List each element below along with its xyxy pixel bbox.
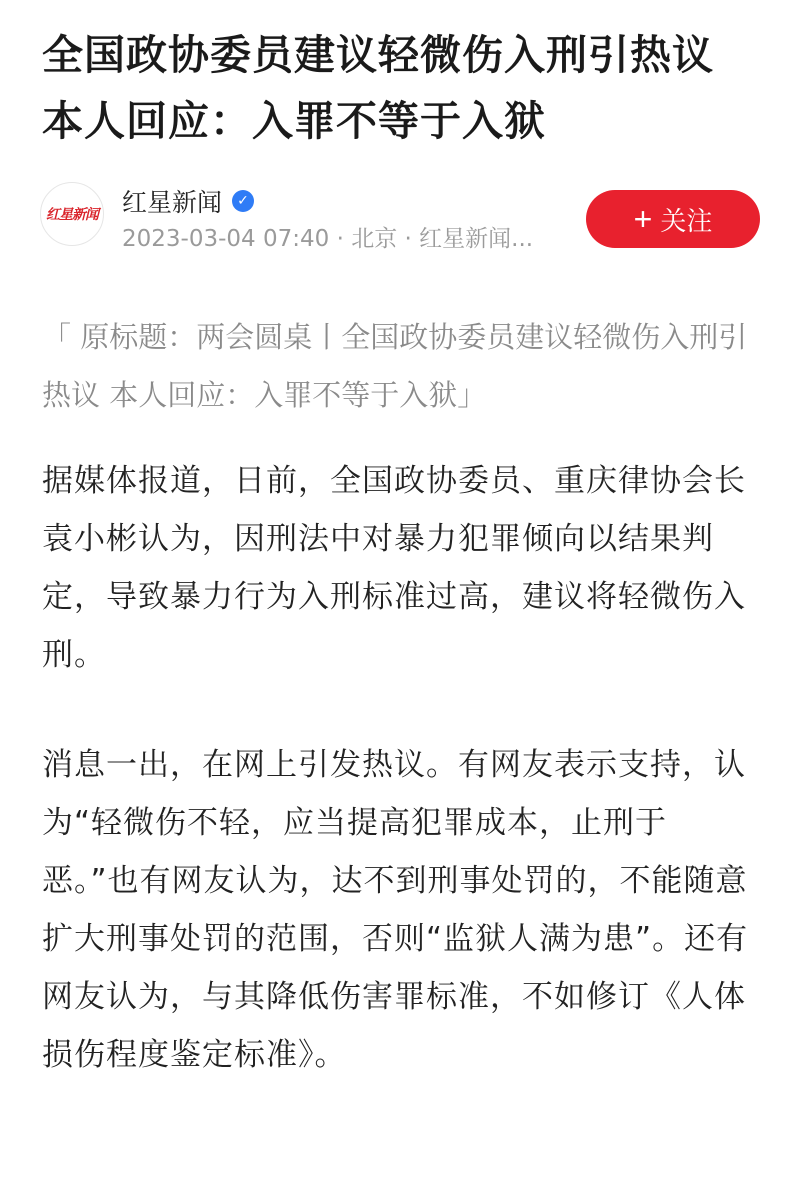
author-avatar[interactable]	[40, 182, 104, 246]
publish-source: · 红星新闻...	[405, 226, 534, 252]
follow-button[interactable]	[586, 190, 760, 248]
article-body	[42, 452, 762, 1136]
author-bar	[40, 182, 760, 252]
original-title: 「 原标题：两会圆桌丨全国政协委员建议轻微伤入刑引热议 本人回应：入罪不等于入狱」	[42, 320, 748, 412]
follow-label: 关注	[660, 205, 713, 236]
article-paragraph: 消息一出，在网上引发热议。有网友表示支持，认为“轻微伤不轻，应当提高犯罪成本，止刑于恶。”也有网友认为，达不到刑事处罚的，不能随意扩大刑事处罚的范围，否则“监狱人满为患”。还有网友认为，与其降低伤害罪标准，不如修订《人体损伤程度鉴定标准》。	[42, 747, 749, 1073]
author-name[interactable]: 红星新闻	[122, 188, 223, 217]
publish-location: · 北京	[337, 226, 398, 252]
avatar-logo-text: 红星新闻	[46, 207, 98, 223]
verified-badge-icon: ✓	[232, 190, 254, 212]
author-name-row	[122, 184, 254, 218]
article-paragraph: 据媒体报道，日前，全国政协委员、重庆律协会长袁小彬认为，因刑法中对暴力犯罪倾向以结果判定，导致暴力行为入刑标准过高，建议将轻微伤入刑。	[42, 463, 746, 673]
plus-icon: +	[633, 201, 653, 237]
publish-date: 2023-03-04 07:40	[122, 226, 330, 252]
article-headline: 全国政协委员建议轻微伤入刑引热议 本人回应：入罪不等于入狱	[42, 31, 714, 145]
article-meta	[122, 220, 533, 253]
